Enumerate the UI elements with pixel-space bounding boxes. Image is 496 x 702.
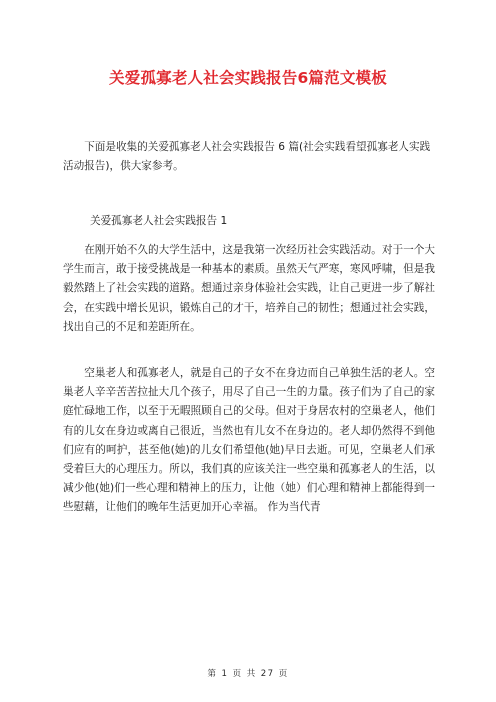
body-paragraph-2 [63,364,435,518]
intro-paragraph [63,138,435,176]
intro-text: 下面是收集的关爱孤寡老人社会实践报告 6 篇(社会实践看望孤寡老人实践活动报告)，供大家参考。 [63,141,431,173]
paragraph-1-text: 在刚开始不久的大学生活中，这是我第一次经历社会实践活动。对于一个大学生而言，敢于接受挑战是一种基本的素质。虽然天气严寒，寒风呼啸，但是我毅然踏上了社会实践的道路。想通过亲身体验社会实践，让自己更进一步了解社会，在实践中增长见识，锻炼自己的才干，培养自己的韧性；想通过社会实践，找出自己的不足和差距所在。 [63,244,435,333]
body-paragraph-1 [63,241,435,337]
document-title: 关爱孤寡老人社会实践报告6篇范文模板 [109,69,387,87]
paragraph-2-text: 空巢老人和孤寡老人，就是自己的子女不在身边而自己单独生活的老人。空巢老人辛辛苦苦拉扯大几个孩子，用尽了自己一生的力量。孩子们为了自己的家庭忙碌地工作，以至于无暇照顾自己的父母。但对于身居农村的空巢老人，他们有的儿女在身边或离自己很近，当然也有儿女不在身边的。老人却仍然得不到他们应有的呵护，甚至他(她)的儿女们希望他(她)早日去逝。可见，空巢老人们承受着巨大的心理压力。所以，我们真的应该关注一些空巢和孤寡老人的生活，以减少他(她)们一些心理和精神上的压力，让他（她）们心理和精神上都能得到一些慰藉，让他们的晚年生活更加开心幸福。 作为当代青 [63,367,435,514]
page-footer: 第 1 页 共 27 页 [207,669,289,679]
section-heading: 关爱孤寡老人社会实践报告 1 [90,215,228,227]
